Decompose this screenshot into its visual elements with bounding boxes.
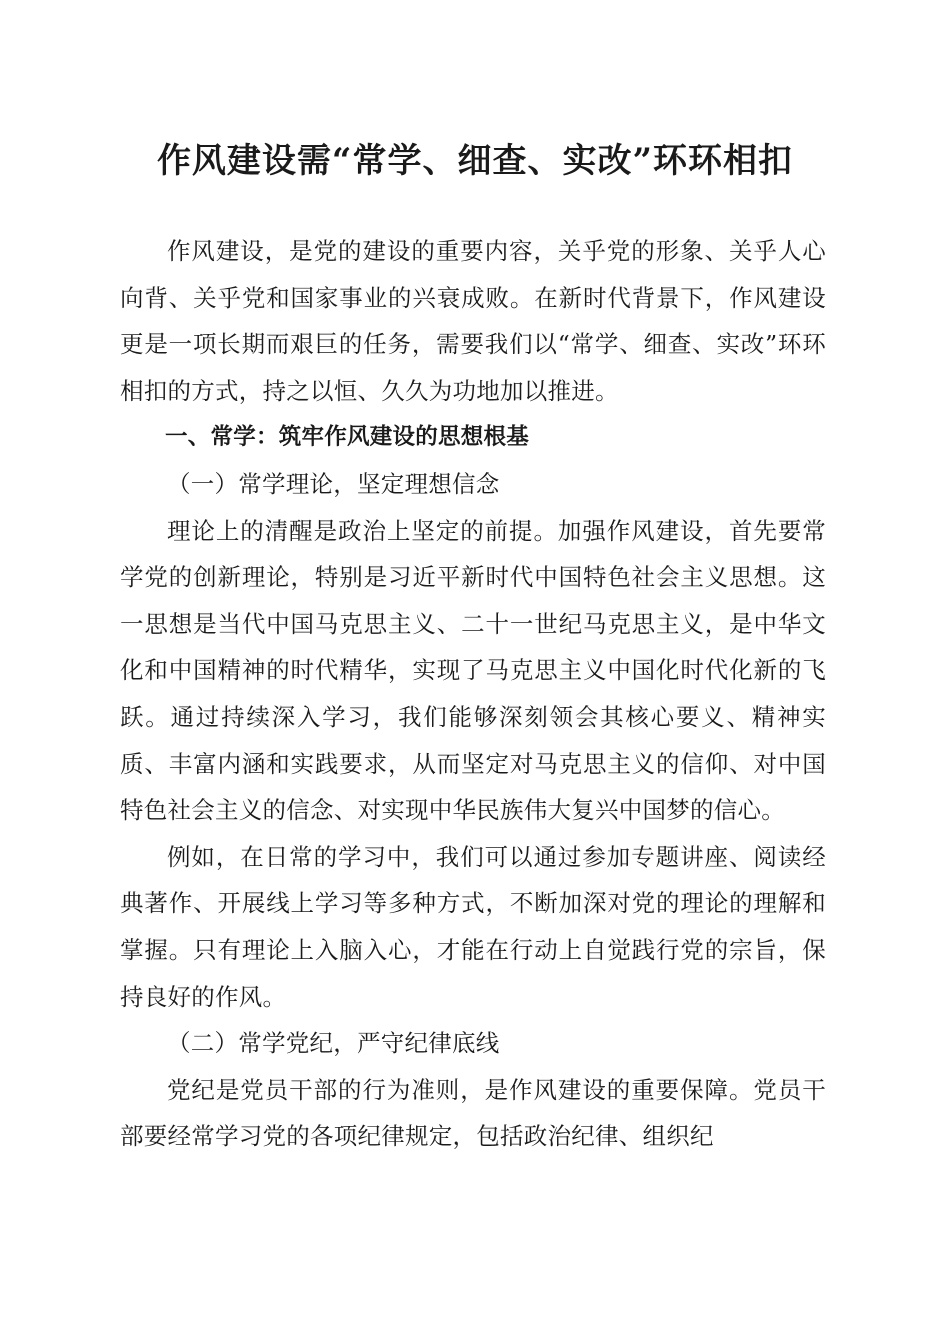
document-title: 作风建设需“常学、细查、实改”环环相扣 <box>156 141 794 181</box>
paragraph: 理论上的清醒是政治上坚定的前提。加强作风建设，首先要常学党的创新理论，特别是习近平新时代中国特色社会主义思想。这一思想是当代中国马克思主义、二十一世纪马克思主义，是中华文化和中国精神的时代精华，实现了马克思主义中国化时代化新的飞跃。通过持续深入学习，我们能够深刻领会其核心要义、精神实质、丰富内涵和实践要求，从而坚定对马克思主义的信仰、对中国特色社会主义的信念、对实现中华民族伟大复兴中国梦的信心。 <box>120 516 826 825</box>
intro-paragraph: 作风建设，是党的建设的重要内容，关乎党的形象、关乎人心向背、关乎党和国家事业的兴衰成败。在新时代背景下，作风建设更是一项长期而艰巨的任务，需要我们以“常学、细查、实改”环环相扣的方式，持之以恒、久久为功地加以推进。 <box>120 237 826 405</box>
subsection-heading-1: （一）常学理论，坚定理想信念 <box>167 469 500 498</box>
document-body <box>120 228 826 1160</box>
paragraph: 党纪是党员干部的行为准则，是作风建设的重要保障。党员干部要经常学习党的各项纪律规定，包括政治纪律、组织纪 <box>120 1075 826 1151</box>
paragraph: 例如，在日常的学习中，我们可以通过参加专题讲座、阅读经典著作、开展线上学习等多种方式，不断加深对党的理论的理解和掌握。只有理论上入脑入心，才能在行动上自觉践行党的宗旨，保持良好的作风。 <box>120 842 826 1011</box>
section-heading-1: 一、常学：筑牢作风建设的思想根基 <box>165 424 530 451</box>
subsection-heading-2: （二）常学党纪，严守纪律底线 <box>167 1029 500 1058</box>
